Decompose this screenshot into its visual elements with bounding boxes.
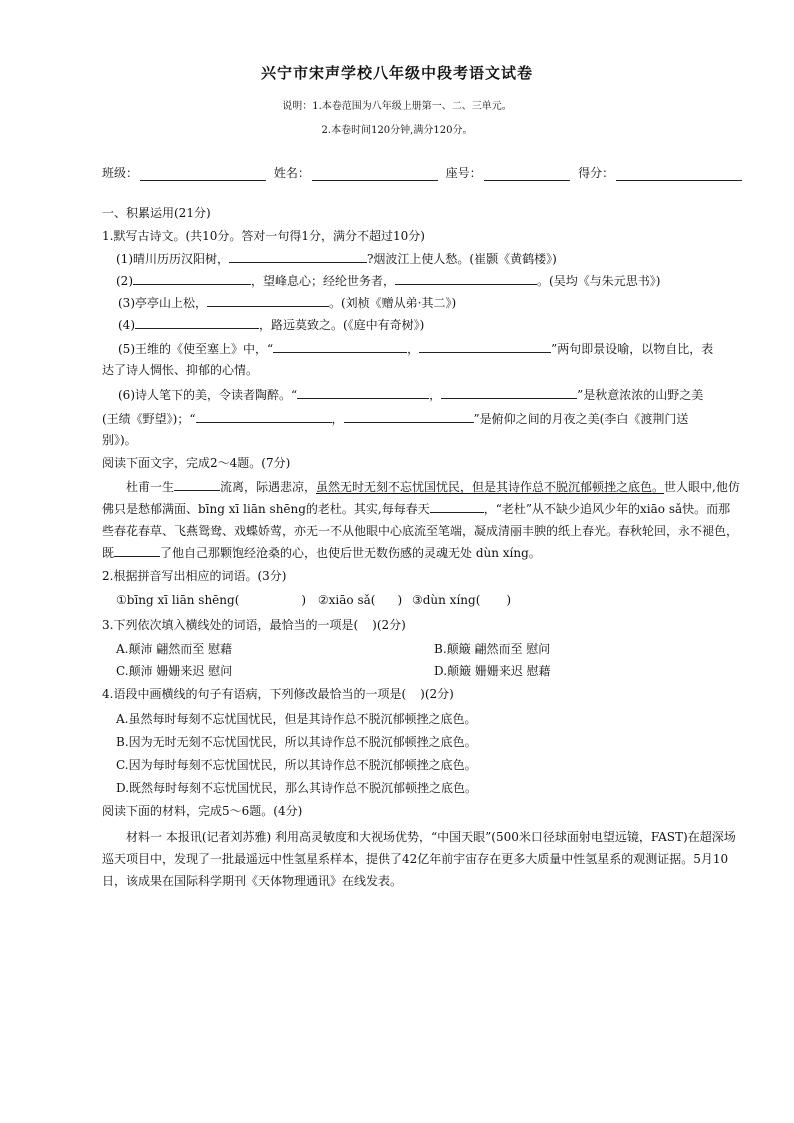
seat-field[interactable] [484, 167, 571, 181]
answer-blank[interactable] [135, 316, 259, 329]
answer-blank[interactable] [419, 340, 551, 353]
q1-item3: (3)亭亭山上松， 。(刘桢《赠从弟·其二》) [118, 296, 457, 310]
reading1-passage: 杜甫一生 流离，际遇悲凉，虽然无时无刻不忘忧国忧民，但是其诗作总不脱沉郁顿挫之底色。世人眼中,他仿佛只是愁郁满面、bīng xī liān shēng的老杜。其实,每每春天 ，“老杜”从不缺少追风少年的xiāo sǎ快。而那些春花春草、飞燕鸳鸯、戏蝶娇莺，亦无一不从他眼中心底流至笔端，凝成清丽丰腴的纸上春光。春秋轮回，永不褪色，既 了他自己那颗饱经沧桑的心，也使后世无数伤感的灵魂无处 dùn xíng。 [102, 480, 740, 560]
name-field[interactable] [312, 167, 438, 181]
reading2-intro: 阅读下面的材料，完成5～6题。(4分) [102, 804, 303, 818]
exam-note-time: 2.本卷时间120分钟,满分120分。 [321, 125, 473, 136]
q1-item5: (5)王维的《使至塞上》中，“ ， ”两句即景设喻，以物自比，表 [118, 342, 714, 356]
q2-items: ①bīng xī liān shēng( ) ②xiāo sǎ( ) ③dùn xíng( ) [116, 593, 512, 607]
q4-option-b[interactable]: B.因为无时无刻不忘忧国忧民，所以其诗作总不脱沉郁顿挫之底色。 [116, 735, 477, 749]
q1-item4: (4) ，路远莫致之。(《庭中有奇树》) [118, 318, 425, 332]
q4-option-a[interactable]: A.虽然每时每刻不忘忧国忧民，但是其诗作总不脱沉郁顿挫之底色。 [116, 712, 477, 726]
q1-item2: (2) ，望峰息心；经纶世务者， 。(吴均《与朱元思书》) [116, 274, 661, 288]
student-info-line [102, 164, 742, 181]
answer-blank[interactable] [133, 272, 251, 285]
q1-stem: 1.默写古诗文。(共10分。答对一句得1分，满分不超过10分) [102, 229, 425, 243]
q1-item1: (1)晴川历历汉阳树， ?烟波江上使人愁。(崔颢《黄鹤楼》) [116, 252, 557, 266]
q1-item6-end: 别》)。 [102, 433, 137, 447]
score-label: 得分： [578, 166, 615, 180]
answer-blank[interactable] [441, 386, 577, 399]
seat-label: 座号： [445, 166, 482, 180]
passage-blank[interactable] [114, 544, 160, 557]
q4-stem: 4.语段中画横线的句子有语病，下列修改最恰当的一项是( )(2分) [102, 687, 454, 701]
class-field[interactable] [140, 167, 266, 181]
section1-heading: 一、积累运用(21分) [102, 206, 211, 220]
q1-item6-cont: (王绩《野望》)；“ ， ”是俯仰之间的月夜之美(李白《渡荆门送 [102, 412, 689, 426]
reading2-material1: 材料一 本报讯(记者刘苏雅) 利用高灵敏度和大视场优势，“中国天眼”(500米口径球面射电望远镜，FAST)在超深场巡天项目中，发现了一批最遥远中性氢星系样本，提供了42亿年前宇宙存在更多大质量中性氢星系的观测证据。5月10日，该成果在国际科学期刊《天体物理通讯》在线发表。 [102, 830, 736, 888]
answer-blank[interactable] [207, 294, 329, 307]
q3-option-d[interactable]: D.颠簸 姗姗来迟 慰藉 [434, 664, 551, 678]
answer-blank[interactable] [196, 410, 332, 423]
exam-title: 兴宁市宋声学校八年级中段考语文试卷 [260, 64, 533, 82]
q3-stem: 3.下列依次填入横线处的词语，最恰当的一项是( )(2分) [102, 618, 406, 632]
q3-option-c[interactable]: C.颠沛 姗姗来迟 慰问 [116, 664, 233, 678]
answer-blank[interactable] [297, 386, 429, 399]
passage-blank[interactable] [430, 500, 484, 513]
answer-blank[interactable] [395, 272, 537, 285]
q2-stem: 2.根据拼音写出相应的词语。(3分) [102, 569, 287, 583]
reading1-intro: 阅读下面文字，完成2～4题。(7分) [102, 456, 291, 470]
score-field[interactable] [616, 167, 742, 181]
faulty-sentence: 虽然无时无刻不忘忧国忧民，但是其诗作总不脱沉郁顿挫之底色。 [316, 480, 665, 494]
q4-option-c[interactable]: C.因为每时每刻不忘忧国忧民，所以其诗作总不脱沉郁顿挫之底色。 [116, 758, 477, 772]
q3-option-a[interactable]: A.颠沛 翩然而至 慰藉 [116, 642, 233, 656]
passage-blank[interactable] [174, 478, 220, 491]
q3-option-b[interactable]: B.颠簸 翩然而至 慰问 [434, 642, 551, 656]
exam-note-scope: 说明：1.本卷范围为八年级上册第一、二、三单元。 [282, 101, 512, 112]
q4-option-d[interactable]: D.既然每时每刻不忘忧国忧民，那么其诗作总不脱沉郁顿挫之底色。 [116, 781, 478, 795]
answer-blank[interactable] [229, 250, 367, 263]
answer-blank[interactable] [273, 340, 407, 353]
q1-item5-cont: 达了诗人惆怅、抑郁的心情。 [102, 363, 259, 377]
answer-blank[interactable] [344, 410, 474, 423]
class-label: 班级： [102, 166, 139, 180]
name-label: 姓名： [273, 166, 310, 180]
q1-item6: (6)诗人笔下的美，令读者陶醉。“ ， ”是秋意浓浓的山野之美 [118, 388, 704, 402]
